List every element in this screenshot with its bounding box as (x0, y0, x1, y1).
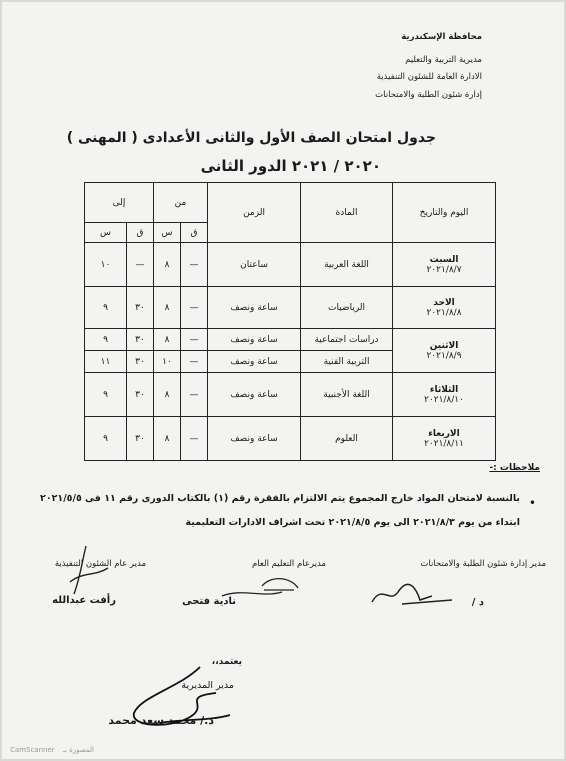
header-admin: الادارة العامة للشئون التنفيذية (376, 72, 482, 82)
note-line-2: ابتداء من يوم ٢٠٢١/٨/٣ الى يوم ٢٠٢١/٨/٥ تحت اشراف الادارات التعليمية (185, 517, 520, 528)
to-q-cell: ٣٠ (127, 351, 154, 373)
to-q-cell: ٣٠ (127, 329, 154, 351)
notes-title: ملاحظات :- (489, 463, 540, 473)
day-date: ٢٠٢١/٨/٧ (426, 264, 462, 275)
signature-name-general-education: نادية فتحى (182, 596, 236, 607)
to-s-cell: ٩ (85, 373, 127, 417)
approval-label: يعتمد،، (211, 657, 242, 667)
table-header-row (85, 183, 496, 223)
signature-name-executive-affairs: رأفت عبدالله (52, 595, 116, 606)
day-cell (393, 329, 496, 373)
subject-cell: دراسات اجتماعية (301, 329, 393, 351)
duration-cell: ساعة ونصف (208, 351, 301, 373)
table-row (85, 329, 496, 351)
header-from-s: س (154, 223, 181, 243)
day-name: الاثنين (429, 340, 459, 351)
day-date: ٢٠٢١/٨/١١ (424, 438, 464, 449)
duration-cell: ساعة ونصف (208, 373, 301, 417)
day-cell (393, 287, 496, 329)
note-line-1: بالنسبة لامتحان المواد خارج المجموع يتم الالتزام بالفقرة رقم (١) بالكتاب الدورى رقم ١١ فى ٢٠٢١/٥/٥ (40, 493, 520, 504)
from-q-cell: — (181, 329, 208, 351)
to-s-cell: ٩ (85, 329, 127, 351)
scanner-label: المصورة بـ (62, 746, 94, 754)
from-q-cell: — (181, 417, 208, 461)
signature-scribble-general-education (202, 570, 312, 604)
from-s-cell: ٨ (154, 373, 181, 417)
table-row (85, 373, 496, 417)
subject-cell: الرياضيات (301, 287, 393, 329)
header-subject: المادة (301, 183, 393, 243)
header-day: اليوم والتاريخ (393, 183, 496, 243)
header-governorate: محافظة الإسكندرية (401, 32, 482, 42)
from-s-cell: ٨ (154, 243, 181, 287)
signature-title-executive-affairs: مدير عام الشئون التنفيذية (54, 559, 146, 569)
subject-cell: التربية الفنية (301, 351, 393, 373)
scanner-brand: CamScanner (10, 746, 55, 754)
from-q-cell: — (181, 351, 208, 373)
header-to-q: ق (127, 223, 154, 243)
day-cell (393, 373, 496, 417)
signature-title-general-education: مديرعام التعليم العام (252, 559, 326, 569)
header-time: الزمن (208, 183, 301, 243)
subject-cell: اللغة العربية (301, 243, 393, 287)
to-q-cell: ٣٠ (127, 373, 154, 417)
day-name: الثلاثاء (429, 384, 459, 395)
header-directorate: مديرية التربية والتعليم (405, 55, 482, 65)
signature-scribble-students-affairs (362, 574, 462, 614)
duration-cell: ساعة ونصف (208, 417, 301, 461)
duration-cell: ساعتان (208, 243, 301, 287)
scanner-watermark (10, 746, 94, 754)
to-q-cell: — (127, 243, 154, 287)
to-q-cell: ٣٠ (127, 417, 154, 461)
from-s-cell: ٨ (154, 287, 181, 329)
day-date: ٢٠٢١/٨/٩ (426, 350, 462, 361)
day-name: الاحد (433, 297, 455, 308)
to-s-cell: ٩ (85, 287, 127, 329)
from-q-cell: — (181, 373, 208, 417)
signature-title-students-affairs: مدير إدارة شئون الطلبة والامتحانات (420, 559, 546, 569)
day-date: ٢٠٢١/٨/٨ (426, 307, 462, 318)
table-row (85, 243, 496, 287)
director-title: مدير المديرية (181, 680, 234, 691)
duration-cell: ساعة ونصف (208, 287, 301, 329)
day-date: ٢٠٢١/٨/١٠ (424, 394, 464, 405)
table-row (85, 287, 496, 329)
page-subtitle: ٢٠٢٠ / ٢٠٢١ الدور الثانى (200, 157, 381, 175)
duration-cell: ساعة ونصف (208, 329, 301, 351)
document-page (2, 2, 564, 759)
from-s-cell: ٨ (154, 329, 181, 351)
day-name: الاربعاء (428, 428, 460, 439)
subject-cell: اللغة الأجنبية (301, 373, 393, 417)
page-title: جدول امتحان الصف الأول والثانى الأعدادى ( المهنى ) (66, 130, 436, 146)
from-q-cell: — (181, 287, 208, 329)
table-row (85, 417, 496, 461)
signature-scribble-executive-affairs (52, 542, 132, 602)
to-s-cell: ١١ (85, 351, 127, 373)
day-cell (393, 417, 496, 461)
to-q-cell: ٣٠ (127, 287, 154, 329)
from-s-cell: ١٠ (154, 351, 181, 373)
header-department: إدارة شئون الطلبة والامتحانات (375, 90, 482, 100)
header-from: من (154, 183, 208, 223)
from-s-cell: ٨ (154, 417, 181, 461)
header-to: إلى (85, 183, 154, 223)
note-bullet: • (528, 496, 536, 510)
to-s-cell: ١٠ (85, 243, 127, 287)
signature-scribble-director (120, 657, 250, 737)
signature-name-students-affairs: د / (471, 597, 484, 608)
from-q-cell: — (181, 243, 208, 287)
day-name: السبت (429, 254, 459, 265)
to-s-cell: ٩ (85, 417, 127, 461)
director-name: د./ محمد سعد محمد (108, 714, 214, 727)
header-to-s: س (85, 223, 127, 243)
day-cell (393, 243, 496, 287)
subject-cell: العلوم (301, 417, 393, 461)
header-from-q: ق (181, 223, 208, 243)
exam-schedule-table (84, 182, 496, 461)
